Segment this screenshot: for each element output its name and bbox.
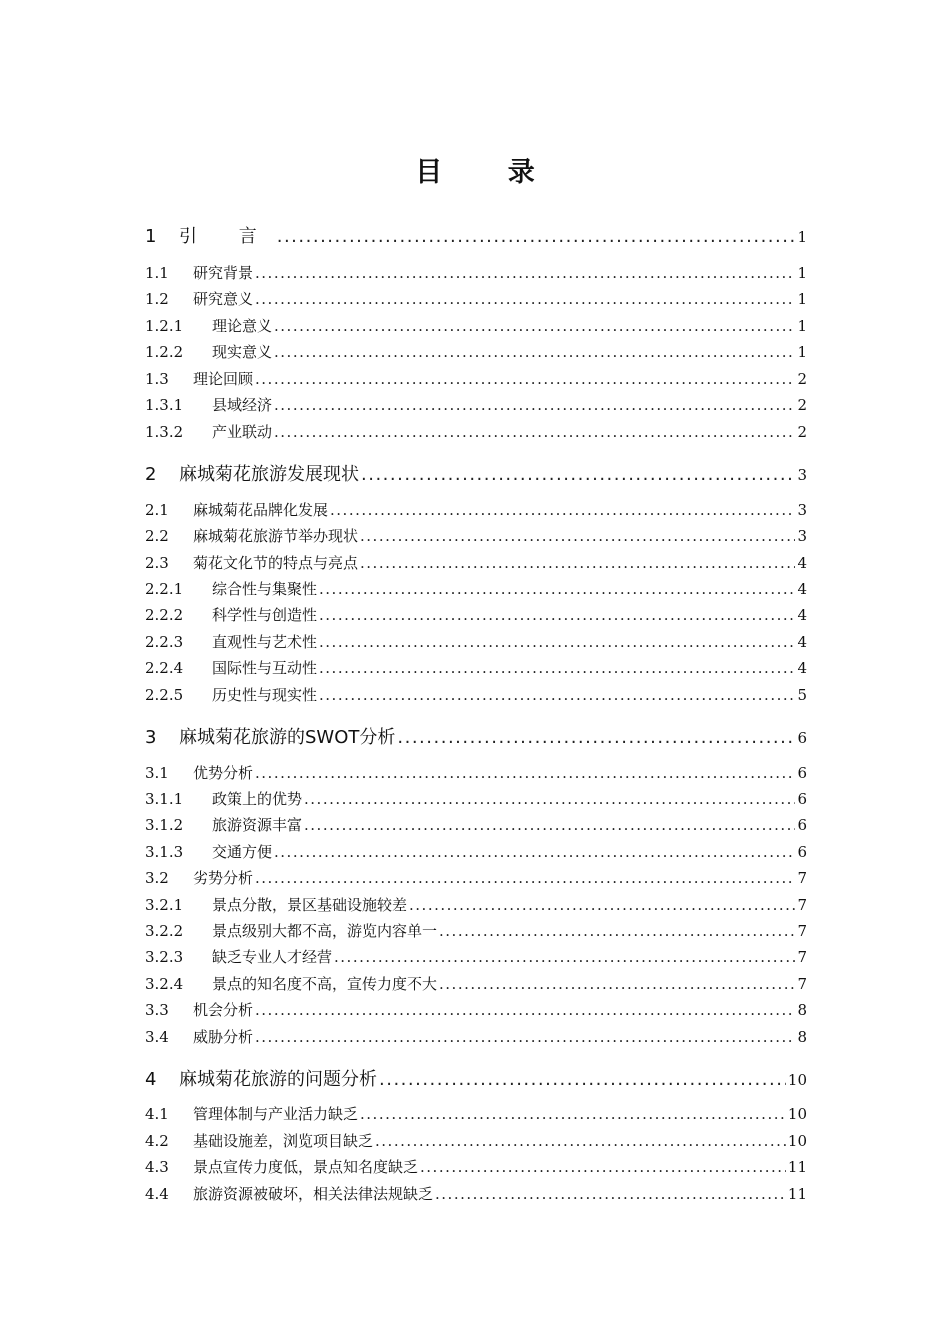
toc-entry-label: 科学性与创造性 [212, 606, 318, 624]
dot-leader [255, 290, 795, 308]
dot-leader [319, 686, 795, 704]
toc-entry[interactable] [145, 288, 807, 309]
toc-entry[interactable] [145, 788, 807, 809]
toc-entry-number: 3 [145, 727, 157, 748]
toc-entry-label: 麻城菊花旅游的问题分析 [179, 1069, 377, 1090]
toc-entry[interactable] [145, 262, 807, 283]
dot-leader [274, 317, 795, 335]
toc-entry-number: 4 [145, 1069, 157, 1090]
toc-entry-page-number: 10 [787, 1105, 807, 1123]
dot-leader [319, 633, 795, 651]
toc-entry-label: 旅游资源被破坏，相关法律法规缺乏 [193, 1185, 434, 1203]
toc-entry-page-number: 6 [797, 816, 807, 834]
dot-leader [319, 659, 795, 677]
dot-leader [435, 1185, 786, 1203]
toc-entry-label: 景点的知名度不高，宣传力度不大 [212, 975, 438, 993]
toc-entry-page-number: 7 [797, 948, 807, 966]
toc-entry-label: 机会分析 [193, 1001, 254, 1019]
dot-leader [397, 727, 795, 748]
toc-entry-page-number: 8 [797, 1001, 807, 1019]
toc-entry-page-number: 4 [797, 606, 807, 624]
toc-entry-page-number: 7 [797, 922, 807, 940]
toc-entry-page-number: 1 [797, 290, 807, 308]
toc-entry-page-number: 6 [797, 764, 807, 782]
toc-entry-number: 1.2.1 [145, 317, 184, 335]
toc-entry[interactable] [145, 631, 807, 652]
toc-entry-number: 4.3 [145, 1158, 169, 1176]
toc-entry[interactable] [145, 341, 807, 362]
toc-entry-page-number: 10 [787, 1071, 807, 1089]
dot-leader [274, 396, 795, 414]
toc-entry-number: 1 [145, 226, 157, 247]
dot-leader [304, 790, 795, 808]
toc-entry[interactable] [145, 1065, 807, 1091]
toc-entry-number: 3.2.4 [145, 975, 184, 993]
toc-entry[interactable] [145, 973, 807, 994]
toc-entry-label: 麻城菊花旅游发展现状 [179, 464, 359, 485]
toc-entry-number: 1.2.2 [145, 343, 184, 361]
dot-leader [274, 843, 795, 861]
toc-entry-page-number: 2 [797, 423, 807, 441]
toc-entry[interactable] [145, 1103, 807, 1124]
toc-entry[interactable] [145, 315, 807, 336]
dot-leader [360, 527, 795, 545]
toc-entry-page-number: 7 [797, 869, 807, 887]
toc-entry-page-number: 11 [787, 1185, 807, 1203]
dot-leader [274, 343, 795, 361]
toc-entry-number: 3.3 [145, 1001, 169, 1019]
toc-entry[interactable] [145, 814, 807, 835]
toc-entry-label: 县域经济 [212, 396, 273, 414]
toc-entry[interactable] [145, 723, 807, 749]
toc-entry-number: 1.1 [145, 264, 169, 282]
toc-entry-number: 2.2.1 [145, 580, 184, 598]
toc-entry-label: 管理体制与产业活力缺乏 [193, 1105, 359, 1123]
toc-entry-page-number: 6 [797, 790, 807, 808]
toc-entry[interactable] [145, 394, 807, 415]
toc-entry-label: 政策上的优势 [212, 790, 303, 808]
toc-entry-label: 劣势分析 [193, 869, 254, 887]
toc-entry[interactable] [145, 499, 807, 520]
toc-entry[interactable] [145, 1130, 807, 1151]
toc-entry-number: 3.1.2 [145, 816, 184, 834]
toc-entry-number: 2.3 [145, 554, 169, 572]
dot-leader [255, 1001, 795, 1019]
toc-entry-number: 2 [145, 464, 157, 485]
toc-entry-number: 4.1 [145, 1105, 169, 1123]
toc-entry-page-number: 4 [797, 554, 807, 572]
toc-entry-number: 3.4 [145, 1028, 169, 1046]
dot-leader [379, 1069, 786, 1090]
toc-entry-page-number: 4 [797, 633, 807, 651]
toc-entry-page-number: 10 [787, 1132, 807, 1150]
toc-entry-label: 菊花文化节的特点与亮点 [193, 554, 359, 572]
toc-entry-number: 2.2.2 [145, 606, 184, 624]
toc-entry-page-number: 1 [797, 317, 807, 335]
toc-entry-number: 2.2 [145, 527, 169, 545]
dot-leader [255, 869, 795, 887]
toc-entry-number: 3.1.3 [145, 843, 184, 861]
dot-leader [330, 501, 795, 519]
toc-entry[interactable] [145, 920, 807, 941]
toc-entry-number: 1.3 [145, 370, 169, 388]
toc-entry-label: 研究背景 [193, 264, 254, 282]
toc-entry-label: 研究意义 [193, 290, 254, 308]
toc-entry-label: 麻城菊花品牌化发展 [193, 501, 329, 519]
toc-entry-page-number: 1 [797, 343, 807, 361]
toc-entry-number: 2.2.5 [145, 686, 184, 704]
dot-leader [420, 1158, 786, 1176]
toc-entry[interactable] [145, 657, 807, 678]
toc-entry-label: 景点宣传力度低，景点知名度缺乏 [193, 1158, 419, 1176]
toc-entry-number: 1.3.1 [145, 396, 184, 414]
toc-entry[interactable] [145, 604, 807, 625]
toc-entry-number: 3.1 [145, 764, 169, 782]
toc-entry[interactable] [145, 460, 807, 486]
dot-leader [334, 948, 795, 966]
toc-entry-label: 直观性与艺术性 [212, 633, 318, 651]
toc-entry-page-number: 4 [797, 659, 807, 677]
toc-entry-number: 3.2.3 [145, 948, 184, 966]
dot-leader [319, 580, 795, 598]
dot-leader [255, 764, 795, 782]
toc-entry-label: 旅游资源丰富 [212, 816, 303, 834]
toc-entry-page-number: 1 [797, 264, 807, 282]
dot-leader [255, 264, 795, 282]
toc-entry-label: 优势分析 [193, 764, 254, 782]
toc-entry-number: 2.1 [145, 501, 169, 519]
dot-leader [277, 226, 796, 247]
toc-entry[interactable] [145, 684, 807, 705]
toc-entry-page-number: 11 [787, 1158, 807, 1176]
toc-entry[interactable] [145, 999, 807, 1020]
toc-entry-label: 威胁分析 [193, 1028, 254, 1046]
toc-entry[interactable] [145, 1156, 807, 1177]
toc-entry-number: 2.2.4 [145, 659, 184, 677]
toc-entry-page-number: 5 [797, 686, 807, 704]
toc-entry-label: 缺乏专业人才经营 [212, 948, 333, 966]
toc-entry-page-number: 7 [797, 896, 807, 914]
toc-entry[interactable] [145, 762, 807, 783]
toc-entry[interactable] [145, 421, 807, 442]
dot-leader [255, 370, 795, 388]
toc-entry[interactable] [145, 222, 807, 248]
toc-entry[interactable] [145, 368, 807, 389]
toc-entry-label: 麻城菊花旅游的SWOT分析 [179, 727, 396, 748]
dot-leader [375, 1132, 786, 1150]
toc-entry-page-number: 6 [797, 729, 807, 747]
toc-entry-number: 3.2 [145, 869, 169, 887]
toc-entry-label: 理论回顾 [193, 370, 254, 388]
toc-entry-label: 综合性与集聚性 [212, 580, 318, 598]
toc-entry[interactable] [145, 1183, 807, 1204]
toc-entry-label: 产业联动 [212, 423, 273, 441]
toc-entry[interactable] [145, 946, 807, 967]
toc-entry-page-number: 2 [797, 396, 807, 414]
toc-entry-page-number: 6 [797, 843, 807, 861]
toc-entry[interactable] [145, 841, 807, 862]
toc-entry-number: 2.2.3 [145, 633, 184, 651]
toc-entry-page-number: 3 [797, 466, 807, 484]
toc-entry-page-number: 8 [797, 1028, 807, 1046]
toc-entry-label: 景点级别大都不高，游览内容单一 [212, 922, 438, 940]
toc-entry-page-number: 1 [797, 228, 807, 246]
dot-leader [439, 975, 795, 993]
toc-title: 目 录 [415, 157, 563, 188]
dot-leader [439, 922, 795, 940]
toc-entry-page-number: 3 [797, 501, 807, 519]
toc-entry-page-number: 4 [797, 580, 807, 598]
toc-entry-label: 交通方便 [212, 843, 273, 861]
dot-leader [319, 606, 795, 624]
dot-leader [361, 464, 795, 485]
dot-leader [274, 423, 795, 441]
toc-entry-label: 理论意义 [212, 317, 273, 335]
toc-entry-page-number: 3 [797, 527, 807, 545]
toc-entry-number: 1.2 [145, 290, 169, 308]
toc-entry-number: 3.1.1 [145, 790, 184, 808]
toc-entry-number: 4.4 [145, 1185, 169, 1203]
toc-entry-number: 4.2 [145, 1132, 169, 1150]
toc-entry[interactable] [145, 552, 807, 573]
dot-leader [409, 896, 795, 914]
toc-entry[interactable] [145, 578, 807, 599]
toc-entry-label: 引 言 [179, 226, 275, 247]
toc-entry-label: 麻城菊花旅游节举办现状 [193, 527, 359, 545]
toc-entry-page-number: 2 [797, 370, 807, 388]
toc-entry-label: 国际性与互动性 [212, 659, 318, 677]
dot-leader [360, 1105, 786, 1123]
toc-entry[interactable] [145, 1026, 807, 1047]
dot-leader [304, 816, 795, 834]
toc-entry-label: 历史性与现实性 [212, 686, 318, 704]
dot-leader [360, 554, 795, 572]
toc-entry[interactable] [145, 525, 807, 546]
dot-leader [255, 1028, 795, 1046]
toc-entry-number: 1.3.2 [145, 423, 184, 441]
toc-entry[interactable] [145, 867, 807, 888]
toc-entry-number: 3.2.1 [145, 896, 184, 914]
toc-entry-page-number: 7 [797, 975, 807, 993]
toc-entry-number: 3.2.2 [145, 922, 184, 940]
toc-entry[interactable] [145, 894, 807, 915]
toc-entry-label: 景点分散，景区基础设施较差 [212, 896, 408, 914]
toc-entry-label: 基础设施差，浏览项目缺乏 [193, 1132, 374, 1150]
toc-entry-label: 现实意义 [212, 343, 273, 361]
